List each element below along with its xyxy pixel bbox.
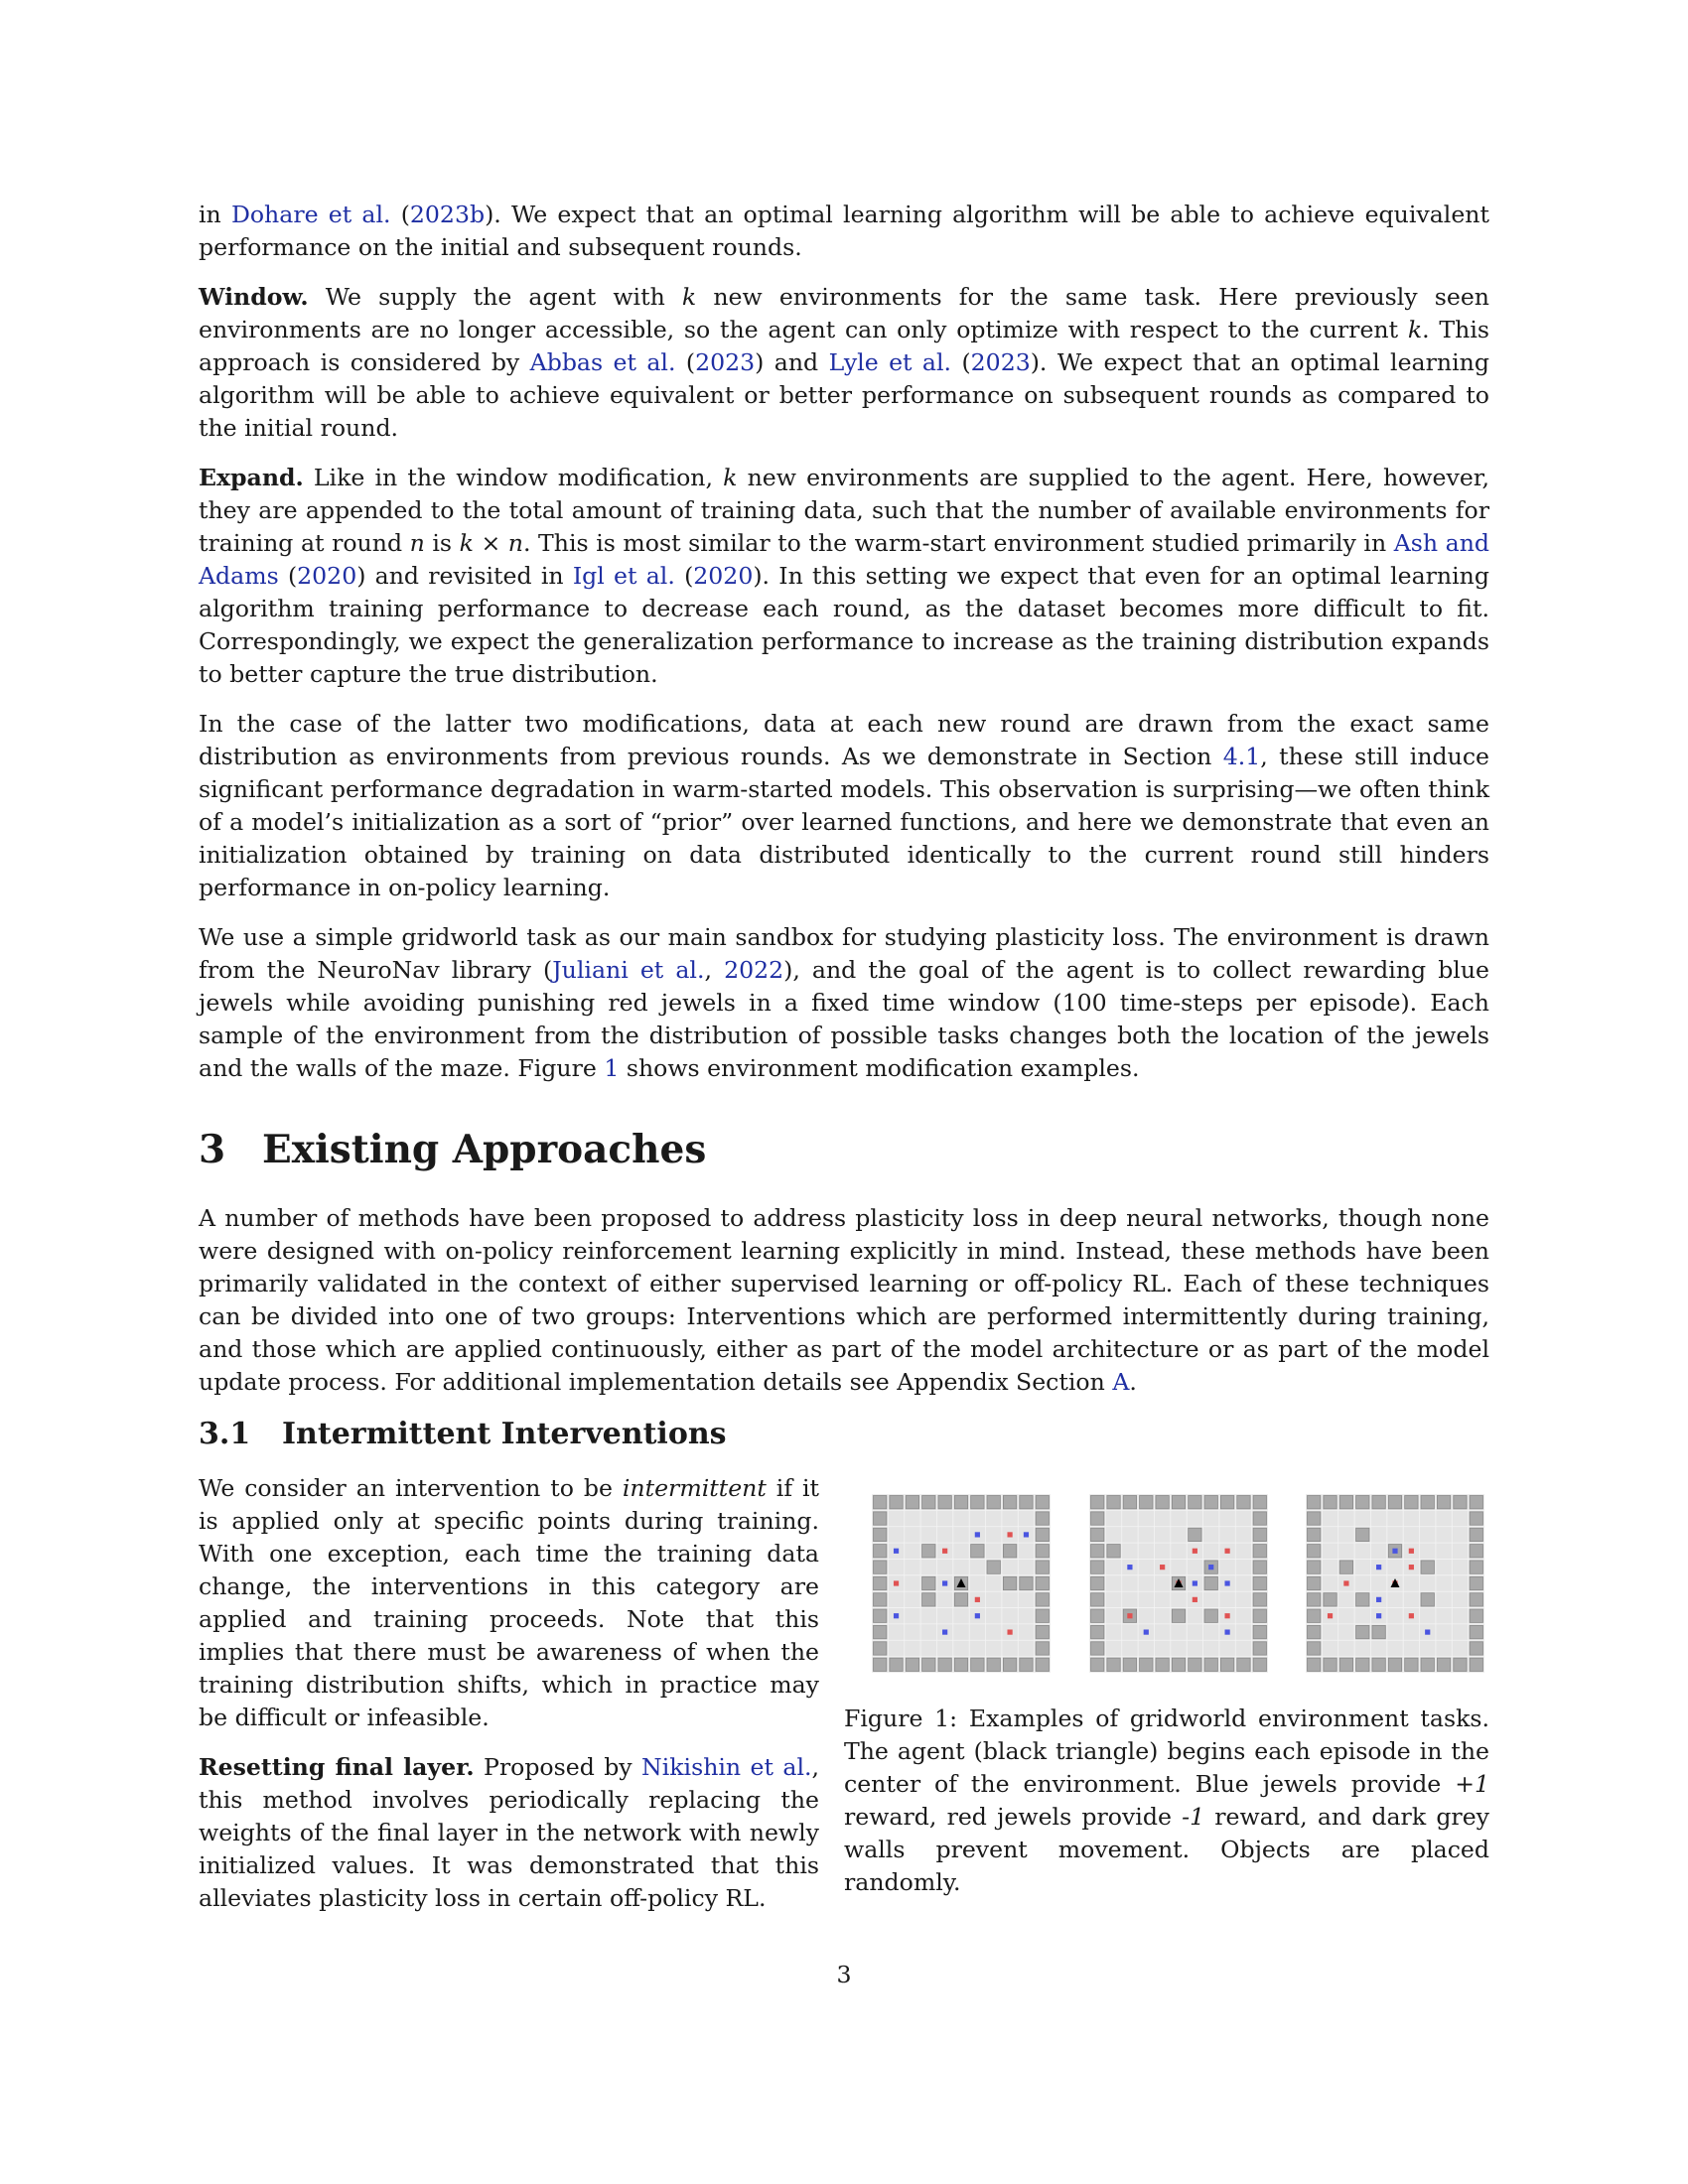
red-jewel <box>1127 1613 1132 1618</box>
wall-block <box>1308 1512 1321 1525</box>
figure-panels <box>844 1494 1489 1673</box>
run-in-heading: Expand. <box>199 464 304 491</box>
wall-block <box>874 1609 887 1622</box>
wall-block <box>1204 1496 1217 1509</box>
wall-block <box>874 1576 887 1589</box>
wall-block <box>1308 1593 1321 1606</box>
wall-block <box>1253 1593 1266 1606</box>
wall-block <box>922 1658 935 1671</box>
wall-block <box>1470 1528 1482 1541</box>
wall-block <box>1454 1496 1467 1509</box>
wall-block <box>1036 1496 1049 1509</box>
wall-block <box>922 1545 935 1558</box>
wall-block <box>1308 1496 1321 1509</box>
wall-block <box>874 1658 887 1671</box>
red-jewel <box>942 1549 947 1554</box>
wall-block <box>1308 1658 1321 1671</box>
wall-block <box>1324 1593 1336 1606</box>
wall-block <box>1470 1658 1482 1671</box>
wall-block <box>906 1496 918 1509</box>
page-number: 3 <box>836 1961 852 1988</box>
wall-block <box>1356 1658 1369 1671</box>
wall-block <box>922 1593 935 1606</box>
wall-block <box>1253 1561 1266 1573</box>
citation-link[interactable]: 4.1 <box>1222 743 1261 770</box>
wall-block <box>1036 1593 1049 1606</box>
wall-block <box>1470 1576 1482 1589</box>
wall-block <box>1003 1496 1016 1509</box>
wall-block <box>874 1528 887 1541</box>
wall-block <box>874 1561 887 1573</box>
wall-block <box>1308 1528 1321 1541</box>
wall-block <box>1339 1658 1352 1671</box>
wall-block <box>1470 1593 1482 1606</box>
wall-block <box>1356 1528 1369 1541</box>
wall-block <box>1139 1658 1152 1671</box>
red-jewel <box>975 1597 980 1602</box>
two-column-block <box>199 1472 1489 1932</box>
wall-block <box>1470 1609 1482 1622</box>
wall-block <box>1036 1609 1049 1622</box>
wall-block <box>1253 1528 1266 1541</box>
wall-block <box>906 1658 918 1671</box>
math-or-emphasis: intermittent <box>622 1474 767 1502</box>
wall-block <box>1470 1512 1482 1525</box>
wall-block <box>1253 1625 1266 1638</box>
citation-link[interactable]: 2023 <box>695 348 756 376</box>
wall-block <box>1388 1496 1401 1509</box>
paragraph: in Dohare et al. (2023b). We expect that an optimal learning algorithm will be able to achieve equivalent performance on the initial and subsequent rounds. <box>199 201 1489 261</box>
citation-link[interactable]: Lyle et al. <box>828 348 952 376</box>
wall-block <box>1308 1545 1321 1558</box>
wall-block <box>874 1625 887 1638</box>
wall-block <box>1308 1642 1321 1655</box>
wall-block <box>1253 1512 1266 1525</box>
wall-block <box>1356 1496 1369 1509</box>
wall-block <box>1388 1658 1401 1671</box>
wall-block <box>1090 1609 1103 1622</box>
red-jewel <box>1224 1549 1229 1554</box>
run-in-heading: Resetting final layer. <box>199 1753 475 1781</box>
paragraph-expand: Expand. Like in the window modification, k new environments are supplied to the agent. Here, however, they are appended to the total amount of training data, such that the number of available environments for training at round n is k × n. This is most similar to the warm-start environment studied primarily in Ash and Adams (2020) and revisited in Igl et al. (2020). In this setting we expect that even for an optimal learning algorithm training performance to decrease each round, as the dataset becomes more difficult to fit. Correspondingly, we expect the generalization performance to increase as the training distribution expands to better capture the true distribution. <box>199 464 1489 688</box>
red-jewel <box>1343 1580 1348 1585</box>
red-jewel <box>1192 1549 1196 1554</box>
figure-1 <box>844 1472 1489 1899</box>
wall-block <box>1470 1625 1482 1638</box>
wall-block <box>1036 1625 1049 1638</box>
wall-block <box>1036 1561 1049 1573</box>
wall-block <box>987 1658 1000 1671</box>
wall-block <box>874 1512 887 1525</box>
citation-link[interactable]: 2023 <box>970 348 1031 376</box>
blue-jewel <box>1376 1565 1381 1570</box>
paragraph-reset-final-layer: Resetting final layer. Proposed by Nikishin et al., this method involves periodically replacing the weights of the final layer in the network with newly initialized values. It was demonstrated that this alleviates plasticity loss in certain off-policy RL. <box>199 1753 819 1912</box>
wall-block <box>1090 1528 1103 1541</box>
section-heading: 3 Existing Approaches <box>199 1127 707 1172</box>
gridworld-panel <box>1306 1494 1484 1673</box>
wall-block <box>1421 1496 1434 1509</box>
wall-block <box>987 1496 1000 1509</box>
wall-block <box>1188 1528 1200 1541</box>
wall-block <box>1437 1496 1450 1509</box>
red-jewel <box>1409 1613 1414 1618</box>
wall-block <box>1308 1576 1321 1589</box>
wall-block <box>874 1593 887 1606</box>
wall-block <box>971 1658 984 1671</box>
wall-block <box>1123 1496 1136 1509</box>
wall-block <box>1020 1496 1033 1509</box>
wall-block <box>1036 1658 1049 1671</box>
red-jewel <box>1192 1597 1196 1602</box>
math-or-emphasis: k <box>1407 316 1423 343</box>
wall-block <box>1188 1496 1200 1509</box>
wall-block <box>1172 1658 1185 1671</box>
wall-block <box>874 1642 887 1655</box>
blue-jewel <box>1392 1549 1397 1554</box>
wall-block <box>1356 1593 1369 1606</box>
wall-block <box>1090 1593 1103 1606</box>
math-or-emphasis: n <box>507 529 523 557</box>
wall-block <box>1204 1658 1217 1671</box>
left-column <box>199 1472 819 1932</box>
wall-block <box>1090 1642 1103 1655</box>
wall-block <box>1253 1609 1266 1622</box>
wall-block <box>1405 1658 1418 1671</box>
wall-block <box>1421 1658 1434 1671</box>
wall-block <box>1020 1658 1033 1671</box>
wall-block <box>1253 1576 1266 1589</box>
wall-block <box>1470 1642 1482 1655</box>
citation-link[interactable]: 2020 <box>693 562 754 590</box>
wall-block <box>922 1576 935 1589</box>
wall-block <box>971 1496 984 1509</box>
wall-block <box>1106 1658 1119 1671</box>
wall-block <box>1090 1658 1103 1671</box>
wall-block <box>1308 1561 1321 1573</box>
wall-block <box>1236 1496 1249 1509</box>
blue-jewel <box>942 1629 947 1634</box>
wall-block <box>1421 1593 1434 1606</box>
red-jewel <box>1328 1613 1333 1618</box>
blue-jewel <box>1224 1580 1229 1585</box>
wall-block <box>874 1545 887 1558</box>
wall-block <box>1253 1658 1266 1671</box>
wall-block <box>1356 1625 1369 1638</box>
citation-link[interactable]: 2023b <box>409 201 486 228</box>
citation-link[interactable]: Abbas et al. <box>529 348 676 376</box>
blue-jewel <box>1143 1629 1148 1634</box>
wall-block <box>1339 1561 1352 1573</box>
figure-caption: Figure 1: Examples of gridworld environment tasks. The agent (black triangle) begins each episode in the center of the environment. Blue jewels provide +1 reward, red jewels provide -1 reward, and dark grey walls prevent movement. Objects are placed randomly. <box>844 1705 1489 1896</box>
paragraph: A number of methods have been proposed to address plasticity loss in deep neural networks, though none were designed with on-policy reinforcement learning explicitly in mind. Instead, these methods have been primarily validated in the context of either supervised learning or off-policy RL. Each of these techniques can be divided into one of two groups: Interventions which are performed intermittently during training, and those which are applied continuously, either as part of the model architecture or as part of the model update process. For additional implementation details see Appendix Section A. <box>199 1204 1489 1396</box>
paragraph: We use a simple gridworld task as our main sandbox for studying plasticity loss. The environment is drawn from the NeuroNav library (Juliani et al., 2022), and the goal of the agent is to collect rewarding blue jewels while avoiding punishing red jewels in a fixed time window (100 time-steps per episode). Each sample of the environment from the distribution of possible tasks changes both the location of the jewels and the walls of the maze. Figure 1 shows environment modification examples. <box>199 923 1490 1082</box>
wall-block <box>1106 1545 1119 1558</box>
wall-block <box>1324 1658 1336 1671</box>
citation-link[interactable]: A <box>1112 1368 1130 1396</box>
wall-block <box>1090 1545 1103 1558</box>
blue-jewel <box>1208 1565 1213 1570</box>
citation-link[interactable]: Juliani et al. <box>552 956 705 984</box>
wall-block <box>1003 1576 1016 1589</box>
wall-block <box>890 1496 903 1509</box>
wall-block <box>954 1496 967 1509</box>
red-jewel <box>1007 1532 1012 1537</box>
math-or-emphasis: -1 <box>1182 1803 1205 1831</box>
paragraph: In the case of the latter two modifications, data at each new round are drawn from the exact same distribution as environments from previous rounds. As we demonstrate in Section 4.1, these still induce significant performance degradation in warm-started models. This observation is surprising—we often think of a model’s initialization as a sort of “prior” over learned functions, and here we demonstrate that even an initialization obtained by training on data distributed identically to the current round still hinders performance in on-policy learning. <box>199 710 1489 901</box>
wall-block <box>954 1593 967 1606</box>
blue-jewel <box>1127 1565 1132 1570</box>
wall-block <box>1003 1545 1016 1558</box>
wall-block <box>1090 1576 1103 1589</box>
wall-block <box>1253 1642 1266 1655</box>
wall-block <box>1470 1545 1482 1558</box>
red-jewel <box>1409 1565 1414 1570</box>
wall-block <box>1139 1496 1152 1509</box>
wall-block <box>1090 1496 1103 1509</box>
wall-block <box>1437 1658 1450 1671</box>
wall-block <box>1090 1625 1103 1638</box>
red-jewel <box>894 1580 899 1585</box>
red-jewel <box>1224 1613 1229 1618</box>
citation-link[interactable]: Nikishin et al. <box>641 1753 812 1781</box>
gridworld-panel <box>1089 1494 1268 1673</box>
red-jewel <box>1409 1549 1414 1554</box>
wall-block <box>1090 1512 1103 1525</box>
wall-block <box>1123 1658 1136 1671</box>
wall-block <box>1003 1658 1016 1671</box>
wall-block <box>1036 1528 1049 1541</box>
wall-block <box>1421 1561 1434 1573</box>
citation-link[interactable]: 2020 <box>297 562 357 590</box>
wall-block <box>1020 1576 1033 1589</box>
wall-block <box>1308 1625 1321 1638</box>
math-or-emphasis: k <box>723 464 738 491</box>
wall-block <box>1204 1576 1217 1589</box>
paragraph: We consider an intervention to be intermittent if it is applied only at specific points during training. With one exception, each time the training data change, the interventions in this category are applied and training proceeds. Note that this implies that there must be awareness of when the training distribution shifts, which in practice may be difficult or infeasible. <box>199 1474 820 1731</box>
gridworld-panel <box>872 1494 1051 1673</box>
wall-block <box>1036 1642 1049 1655</box>
run-in-heading: Window. <box>199 283 309 311</box>
wall-block <box>987 1561 1000 1573</box>
blue-jewel <box>975 1613 980 1618</box>
page-body <box>199 199 1489 1932</box>
blue-jewel <box>894 1549 899 1554</box>
citation-link[interactable]: 2022 <box>724 956 784 984</box>
wall-block <box>971 1545 984 1558</box>
wall-block <box>922 1496 935 1509</box>
wall-block <box>1372 1625 1385 1638</box>
wall-block <box>1470 1561 1482 1573</box>
wall-block <box>1036 1512 1049 1525</box>
wall-block <box>1172 1609 1185 1622</box>
wall-block <box>1454 1658 1467 1671</box>
blue-jewel <box>1376 1613 1381 1618</box>
blue-jewel <box>1425 1629 1430 1634</box>
wall-block <box>1253 1545 1266 1558</box>
wall-block <box>1106 1496 1119 1509</box>
wall-block <box>1188 1658 1200 1671</box>
blue-jewel <box>1192 1580 1196 1585</box>
citation-link[interactable]: Ash and Adams <box>199 529 1489 590</box>
math-or-emphasis: n <box>409 529 425 557</box>
wall-block <box>1155 1658 1168 1671</box>
paragraph-window: Window. We supply the agent with k new environments for the same task. Here previously seen environments are no longer accessible, so the agent can only optimize with respect to the current k. This approach is considered by Abbas et al. (2023) and Lyle et al. (2023). We expect that an optimal learning algorithm will be able to achieve equivalent or better performance on subsequent rounds as compared to the initial round. <box>199 283 1489 442</box>
blue-jewel <box>1224 1629 1229 1634</box>
blue-jewel <box>975 1532 980 1537</box>
wall-block <box>1155 1496 1168 1509</box>
blue-jewel <box>894 1613 899 1618</box>
wall-block <box>1339 1496 1352 1509</box>
wall-block <box>1324 1496 1336 1509</box>
blue-jewel <box>942 1580 947 1585</box>
wall-block <box>890 1658 903 1671</box>
math-or-emphasis: +1 <box>1455 1770 1489 1798</box>
wall-block <box>1036 1545 1049 1558</box>
wall-block <box>1172 1496 1185 1509</box>
blue-jewel <box>1024 1532 1029 1537</box>
wall-block <box>1372 1658 1385 1671</box>
wall-block <box>938 1496 951 1509</box>
wall-block <box>1308 1609 1321 1622</box>
red-jewel <box>1160 1565 1165 1570</box>
wall-block <box>1036 1576 1049 1589</box>
wall-block <box>1470 1496 1482 1509</box>
wall-block <box>1253 1496 1266 1509</box>
citation-link[interactable]: Igl et al. <box>572 562 675 590</box>
wall-block <box>1090 1561 1103 1573</box>
subsection-heading: 3.1 Intermittent Interventions <box>199 1417 727 1451</box>
red-jewel <box>1007 1629 1012 1634</box>
wall-block <box>1220 1496 1233 1509</box>
wall-block <box>1204 1609 1217 1622</box>
wall-block <box>874 1496 887 1509</box>
blue-jewel <box>1376 1597 1381 1602</box>
math-or-emphasis: k <box>459 529 474 557</box>
math-or-emphasis: k <box>681 283 697 311</box>
citation-link[interactable]: 1 <box>604 1054 620 1082</box>
wall-block <box>1220 1658 1233 1671</box>
wall-block <box>1405 1496 1418 1509</box>
wall-block <box>1236 1658 1249 1671</box>
wall-block <box>1372 1496 1385 1509</box>
wall-block <box>954 1658 967 1671</box>
wall-block <box>938 1658 951 1671</box>
citation-link[interactable]: Dohare et al. <box>230 201 391 228</box>
